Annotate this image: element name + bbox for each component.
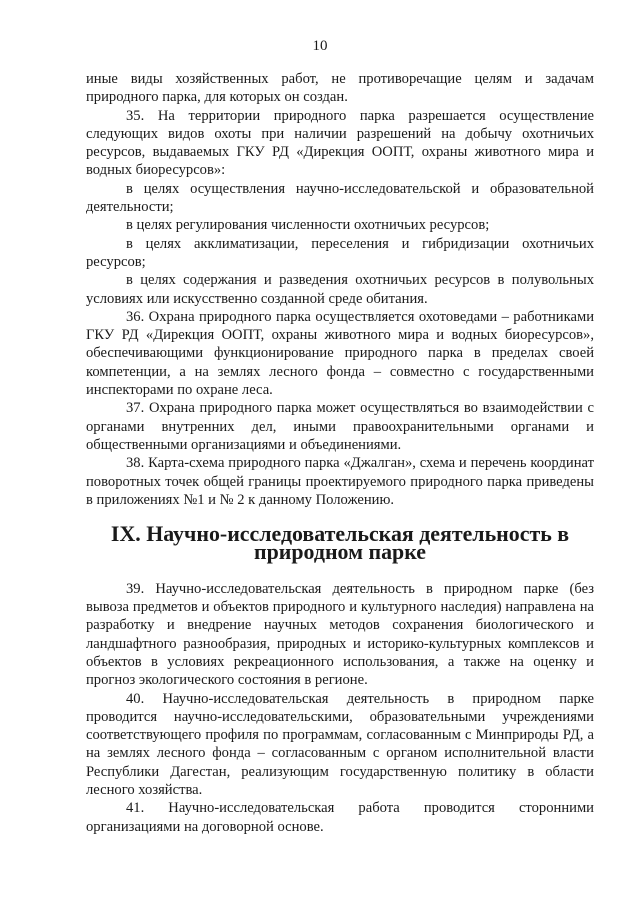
paragraph-35-item-4: в целях содержания и разведения охотничьих ресурсов в полувольных условиях или искусственно созданной среде обитания.: [86, 272, 594, 307]
paragraph-37: 37. Охрана природного парка может осуществляться во взаимодействии с органами внутренних дел, иными правоохранительными органами и общественными организациями и объединениями.: [86, 400, 594, 453]
paragraph-continuation: иные виды хозяйственных работ, не противоречащие целям и задачам природного парка, для которых он создан.: [86, 71, 594, 106]
paragraph-36: 36. Охрана природного парка осуществляется охотоведами – работниками ГКУ РД «Дирекция ООПТ, охраны животного мира и водных биоресурсов», обеспечивающими функционирование природного парка в пределах своей компетенции, а на землях лесного фонда – совместно с государственными инспекторами по охране леса.: [86, 308, 594, 399]
paragraph-38: 38. Карта-схема природного парка «Джалган», схема и перечень координат поворотных точек общей границы проектируемого природного парка приведены в приложениях №1 и № 2 к данному Положению.: [86, 455, 594, 508]
document-body: [86, 70, 594, 836]
paragraph-35-item-1: в целях осуществления научно-исследовательской и образовательной деятельности;: [86, 180, 594, 216]
page-number: 10: [312, 38, 328, 54]
paragraph-40: 40. Научно-исследовательская деятельность в природном парке проводится научно-исследовательскими, образовательными учреждениями соответствующего профиля по программам, согласованным с Минприроды РД, а на землях лесного фонда – согласованным с органом исполнительной власти Республики Дагестан, реализующим государственную политику в области лесного хозяйства.: [86, 690, 594, 798]
section-heading: IX. Научно-исследовательская деятельность в природном парке: [110, 521, 570, 565]
paragraph-35-item-2: в целях регулирования численности охотничьих ресурсов;: [126, 217, 490, 234]
paragraph-35-item-3: в целях акклиматизации, переселения и гибридизации охотничьих ресурсов;: [86, 235, 594, 270]
paragraph-41: 41. Научно-исследовательская работа проводится сторонними организациями на договорной основе.: [86, 800, 594, 835]
paragraph-39: 39. Научно-исследовательская деятельность в природном парке (без вывоза предметов и объектов природного и культурного наследия) направлена на разработку и внедрение научных методов сохранения биологического и ландшафтного разнообразия, природных и историко-культурных комплексов и объектов в условиях рекреационного использования, а также на оценку и прогноз экологического состояния в регионе.: [86, 580, 594, 689]
paragraph-35: 35. На территории природного парка разрешается осуществление следующих видов охоты при наличии разрешений на добычу охотничьих ресурсов, выдаваемых ГКУ РД «Дирекция ООПТ, охраны животного мира и водных биоресурсов»:: [86, 107, 594, 179]
